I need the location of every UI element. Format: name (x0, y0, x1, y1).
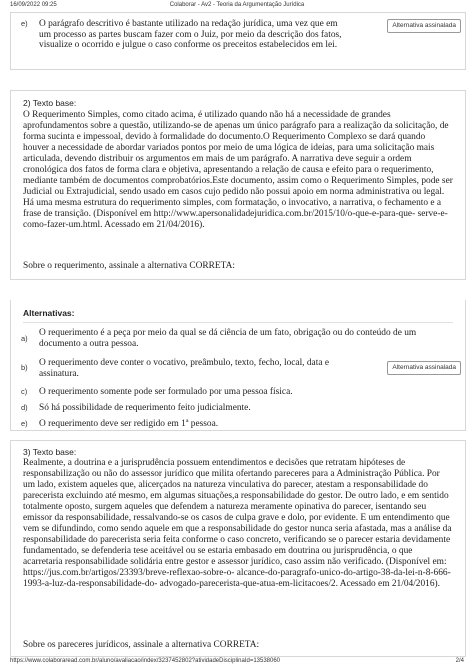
question-3-label: 3) Texto base: (23, 447, 77, 457)
print-header (0, 2, 474, 12)
question-3-prompt: Sobre os pareceres jurídicos, assinale a alternativa CORRETA: (23, 640, 260, 650)
question-2-card (10, 90, 466, 280)
print-url[interactable]: https://www.colaboraread.com.br/aluno/avaliacao/index/3237452802?atividadeDisciplinaId=13538060 (10, 658, 281, 664)
option-text: O requerimento deve conter o vocativo, preâmbulo, texto, fecho, local, data e assinatura. (39, 358, 329, 379)
option-letter: d) (21, 403, 28, 412)
option-letter: a) (21, 334, 28, 343)
option-letter: e) (21, 419, 28, 428)
option-text: O parágrafo descritivo é bastante utilizado na redação jurídica, uma vez que em um processo as partes buscam fazer com o Juiz, por meio da descrição dos fatos, visualize o ocorrido e julgue o caso conforme os preceitos estabelecidos em lei. (39, 19, 342, 50)
option-letter: c) (21, 387, 28, 396)
option-letter: b) (21, 363, 28, 372)
option-text: O requerimento somente pode ser formulado por uma pessoa física. (39, 387, 293, 397)
previous-question-card (10, 12, 466, 70)
print-datetime: 16/09/2022 09:25 (10, 2, 57, 8)
print-page-number: 2/4 (455, 658, 464, 664)
print-page-title: Colaborar - Av2 - Teoria da Argumentação Jurídica (169, 2, 305, 8)
option-text: O requerimento é a peça por meio da qual se dá ciência de um fato, obrigação ou do conteúdo de um documento a outra pessoa. (39, 328, 417, 349)
question-2-text: O Requerimento Simples, como citado acima, é utilizado quando não há a necessidade de grandes aprofundamentos sobre a questão, utilizando-se de apenas um único parágrafo para a realização da solicitação, de forma sucinta e impessoal, devido à formalidade do documento.O Requerimento Complexo se dará quando houver a necessidade de abordar variados pontos por meio de uma lógica de ideias, para uma solicitação mais articulada, devendo distribuir os argumentos em mais de um parágrafo. A narrativa deve seguir a ordem cronológica dos fatos de forma clara e objetiva, apresentando a relação de causa e efeito para o requerimento, mediante também de documentos comprobatórios.Este documento, assim como o Requerimento Simples, pode ser Judicial ou Extrajudicial, sendo usado em casos cujo pedido não possui apoio em norma administrativa ou legal. Há uma mesma estrutura do requerimento simples, com formatação, o invocativo, a narrativa, o fechamento e a frase de transição. (Disponível em http://www.apersonalidadejuridica.com.br/2015/10/o-que-e-para-que- serve-e-como-fazer-um.html. Acessado em 21/04/2016). (23, 110, 453, 230)
question-2-label: 2) Texto base: (23, 98, 77, 108)
option-letter: e) (21, 19, 28, 28)
option-text: Só há possibilidade de requerimento feito judicialmente. (39, 403, 251, 413)
question-3-text: Realmente, a doutrina e a jurisprudência possuem entendimentos e decisões que retratam hipóteses de responsabilização ou não do assessor jurídico que milita ofertando pareceres para a Administração Pública. Por um lado, existem aqueles que, alicerçados na natureza vinculativa do parecer, atestam a responsabilidade do parecerista excluindo até mesmo, em algumas situações,a responsabilidade do gestor. De outro lado, e em sentido totalmente oposto, surgem aqueles que defendem a natureza meramente opinativa do parecer, isentando seu emissor da responsabilidade, ressalvando-se os casos de culpa grave e dolo, por evidente. E um entendimento que vem se difundindo, como sendo aquele em que a responsabilidade do gestor nunca seria afastada, mas a análise da responsabilidade do parecerista seria feita conforme o caso concreto, verificando se o parecer estaria devidamente fundamentado, se defenderia tese aceitável ou se estaria embasado em doutrina ou jurisprudência, o que acarretaria responsabilidade solidária entre gestor e assessor jurídico, caso assim não verificado. (Disponível em: https://jus.com.br/artigos/23393/breve-reflexao-sobre-o- alcance-do-paragrafo-unico-do-artigo-38-da-lei-n-8-666-1993-a-luz-da-responsabilidade-do- advogado-parecerista-que-atua-em-licitacoes/2. Acessado em 21/04/2016). (23, 458, 452, 589)
selected-answer-badge: Alternativa assinalada (387, 19, 461, 33)
selected-answer-badge: Alternativa assinalada (387, 361, 461, 375)
answers-card (10, 300, 466, 431)
option-b[interactable] (17, 358, 459, 380)
alternatives-title: Alternativas: (23, 308, 75, 318)
option-text: O requerimento deve ser redigido em 1ª pessoa. (39, 419, 219, 429)
option-a[interactable] (17, 328, 459, 350)
print-footer (0, 658, 474, 668)
divider (23, 322, 453, 323)
question-3-card (10, 440, 466, 657)
question-2-prompt: Sobre o requerimento, assinale a alternativa CORRETA: (23, 261, 235, 271)
